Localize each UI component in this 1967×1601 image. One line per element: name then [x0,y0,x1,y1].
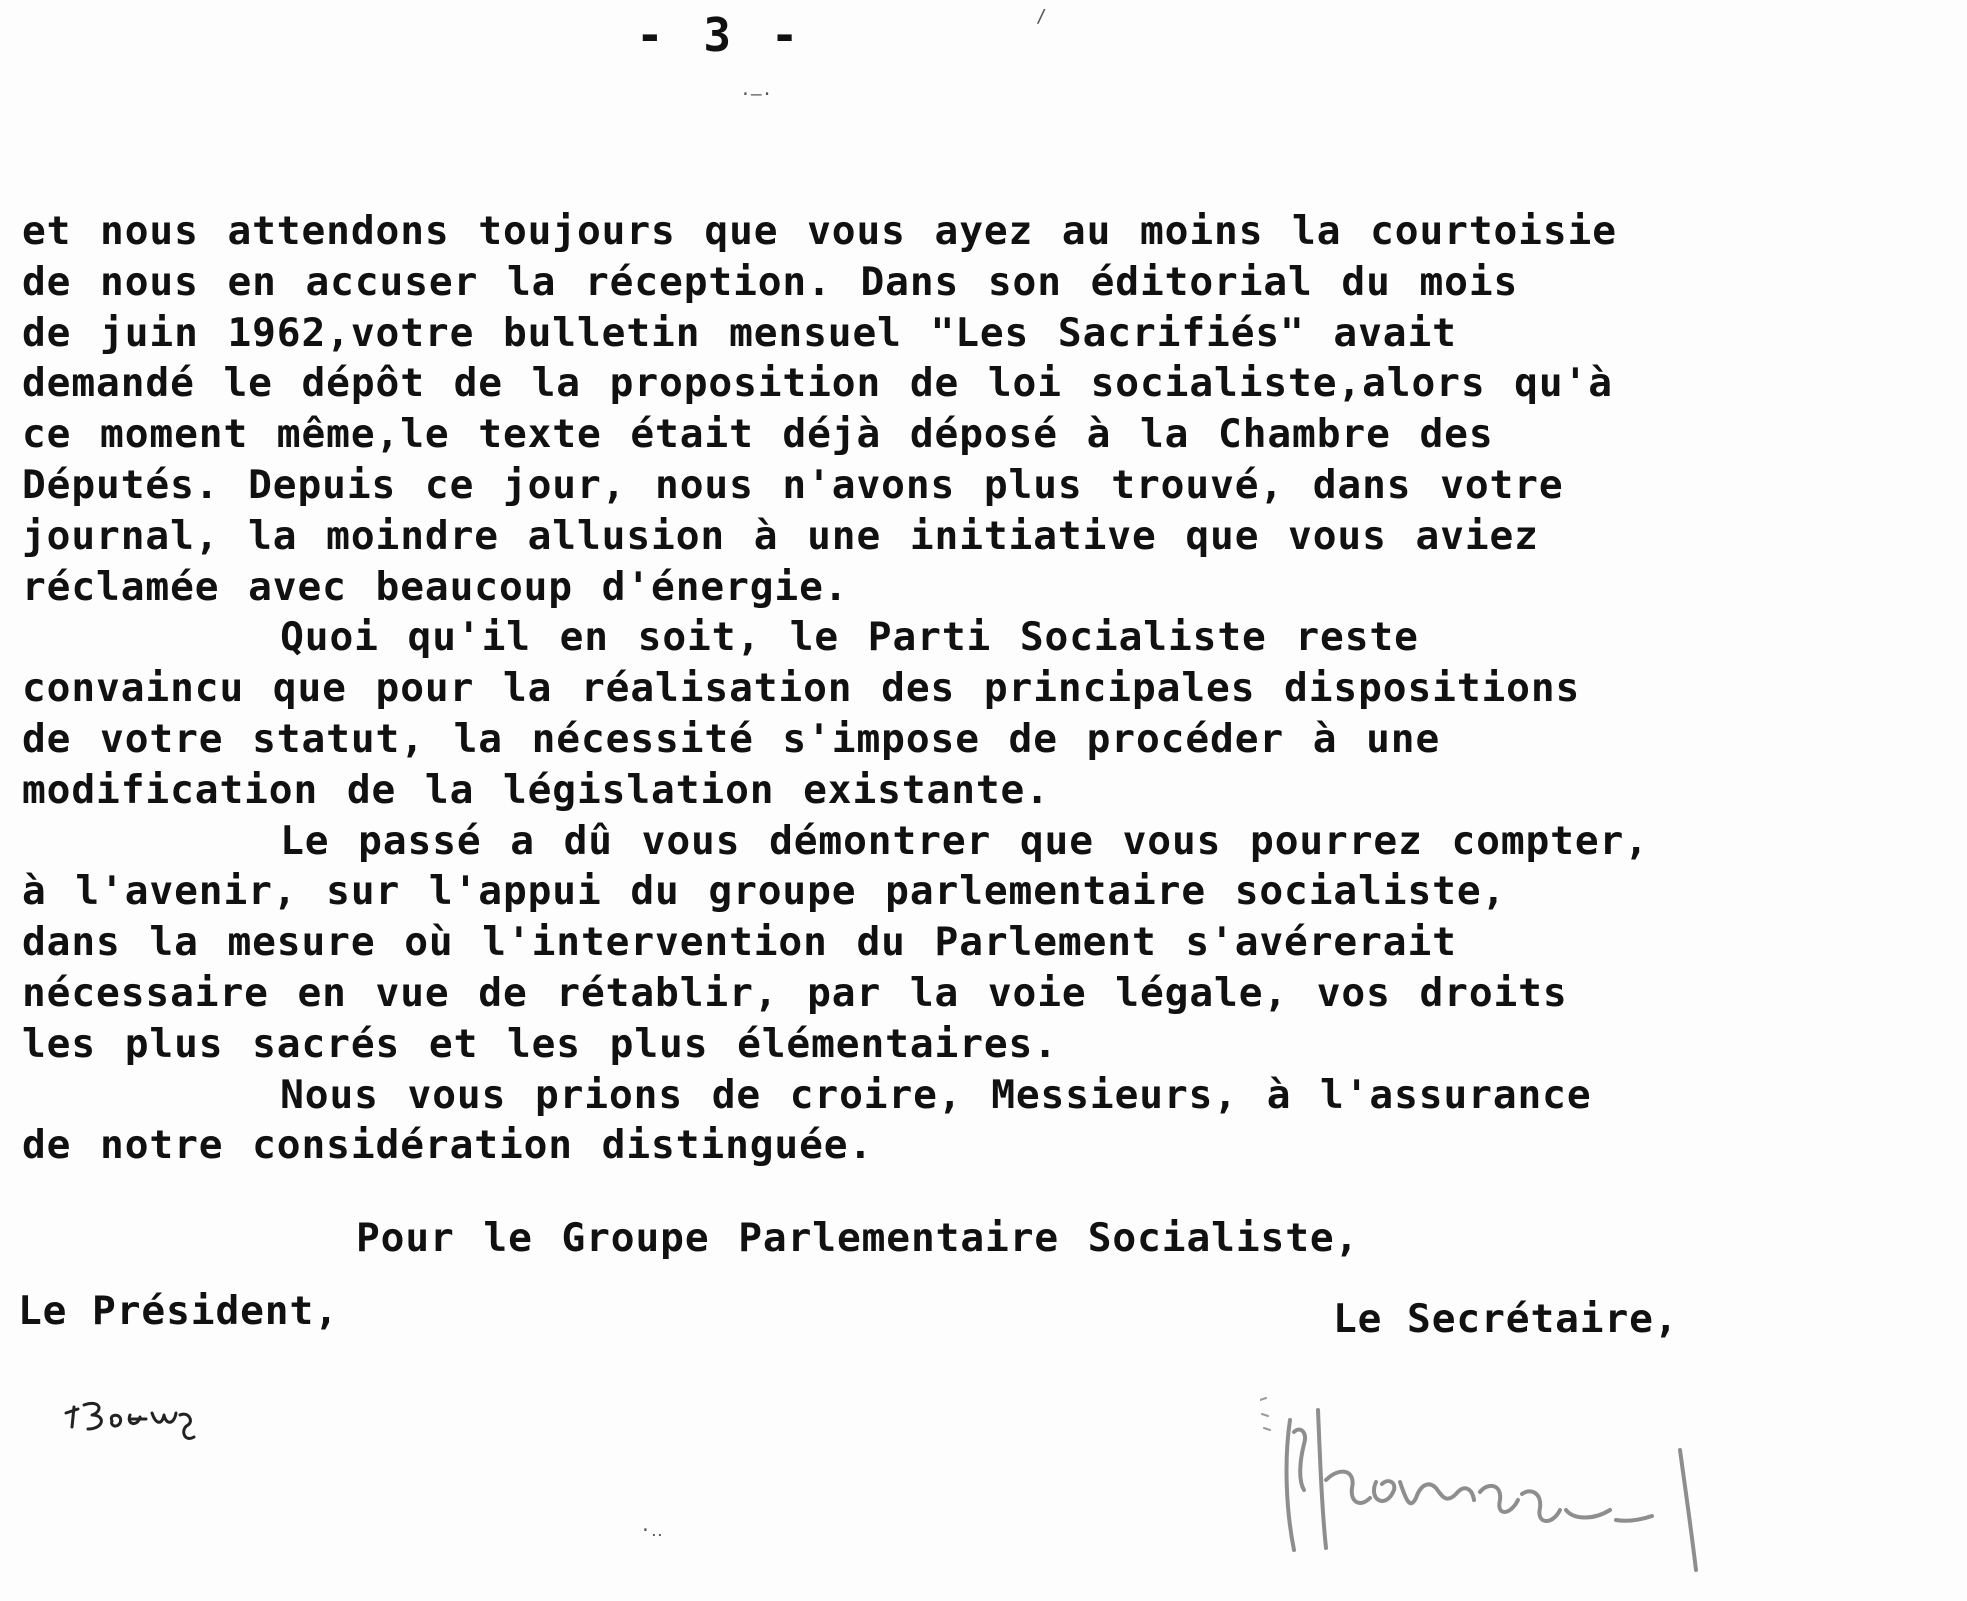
president-signature [60,1385,260,1455]
body-line: de votre statut, la nécessité s'impose de procéder à une [22,715,1441,762]
president-label: Le Président, [18,1288,339,1334]
body-line: de nous en accuser la réception. Dans son éditorial du mois [22,258,1519,305]
body-line: dans la mesure où l'intervention du Parlement s'avérerait [22,919,1457,966]
body-line: Nous vous prions de croire, Messieurs, à l'assurance [22,1071,1592,1118]
page-number: - 3 - [636,8,805,62]
body-line: ce moment même,le texte était déjà déposé à la Chambre des [22,411,1494,458]
closing-salutation: Pour le Groupe Parlementaire Socialiste, [356,1215,1360,1261]
paper-speck: ·‥ [640,1520,663,1541]
letter-body [22,206,1957,1171]
body-line: nécessaire en vue de rétablir, par la voie légale, vos droits [22,969,1568,1016]
secretary-signature [1260,1370,1820,1585]
body-line: de juin 1962,votre bulletin mensuel "Les Sacrifiés" avait [22,309,1457,356]
body-line: et nous attendons toujours que vous ayez au moins la courtoisie [22,208,1617,254]
body-line: à l'avenir, sur l'appui du groupe parlementaire socialiste, [22,868,1507,915]
body-line: convaincu que pour la réalisation des principales dispositions [22,665,1581,712]
body-line: de notre considération distinguée. [22,1122,874,1169]
body-line: demandé le dépôt de la proposition de loi socialiste,alors qu'à [22,360,1613,407]
body-line: Quoi qu'il en soit, le Parti Socialiste reste [22,614,1419,661]
body-line: Députés. Depuis ce jour, nous n'avons plus trouvé, dans votre [22,461,1564,508]
paper-speck: ·—· [740,84,773,105]
paper-speck: / [1036,6,1047,27]
body-line: journal, la moindre allusion à une initiative que vous aviez [22,512,1539,559]
body-line: Le passé a dû vous démontrer que vous pourrez compter, [22,817,1649,864]
body-line: modification de la législation existante. [22,766,1050,813]
secretary-label: Le Secrétaire, [1333,1296,1679,1342]
body-line: réclamée avec beaucoup d'énergie. [22,563,849,610]
body-line: les plus sacrés et les plus élémentaires. [22,1020,1058,1067]
